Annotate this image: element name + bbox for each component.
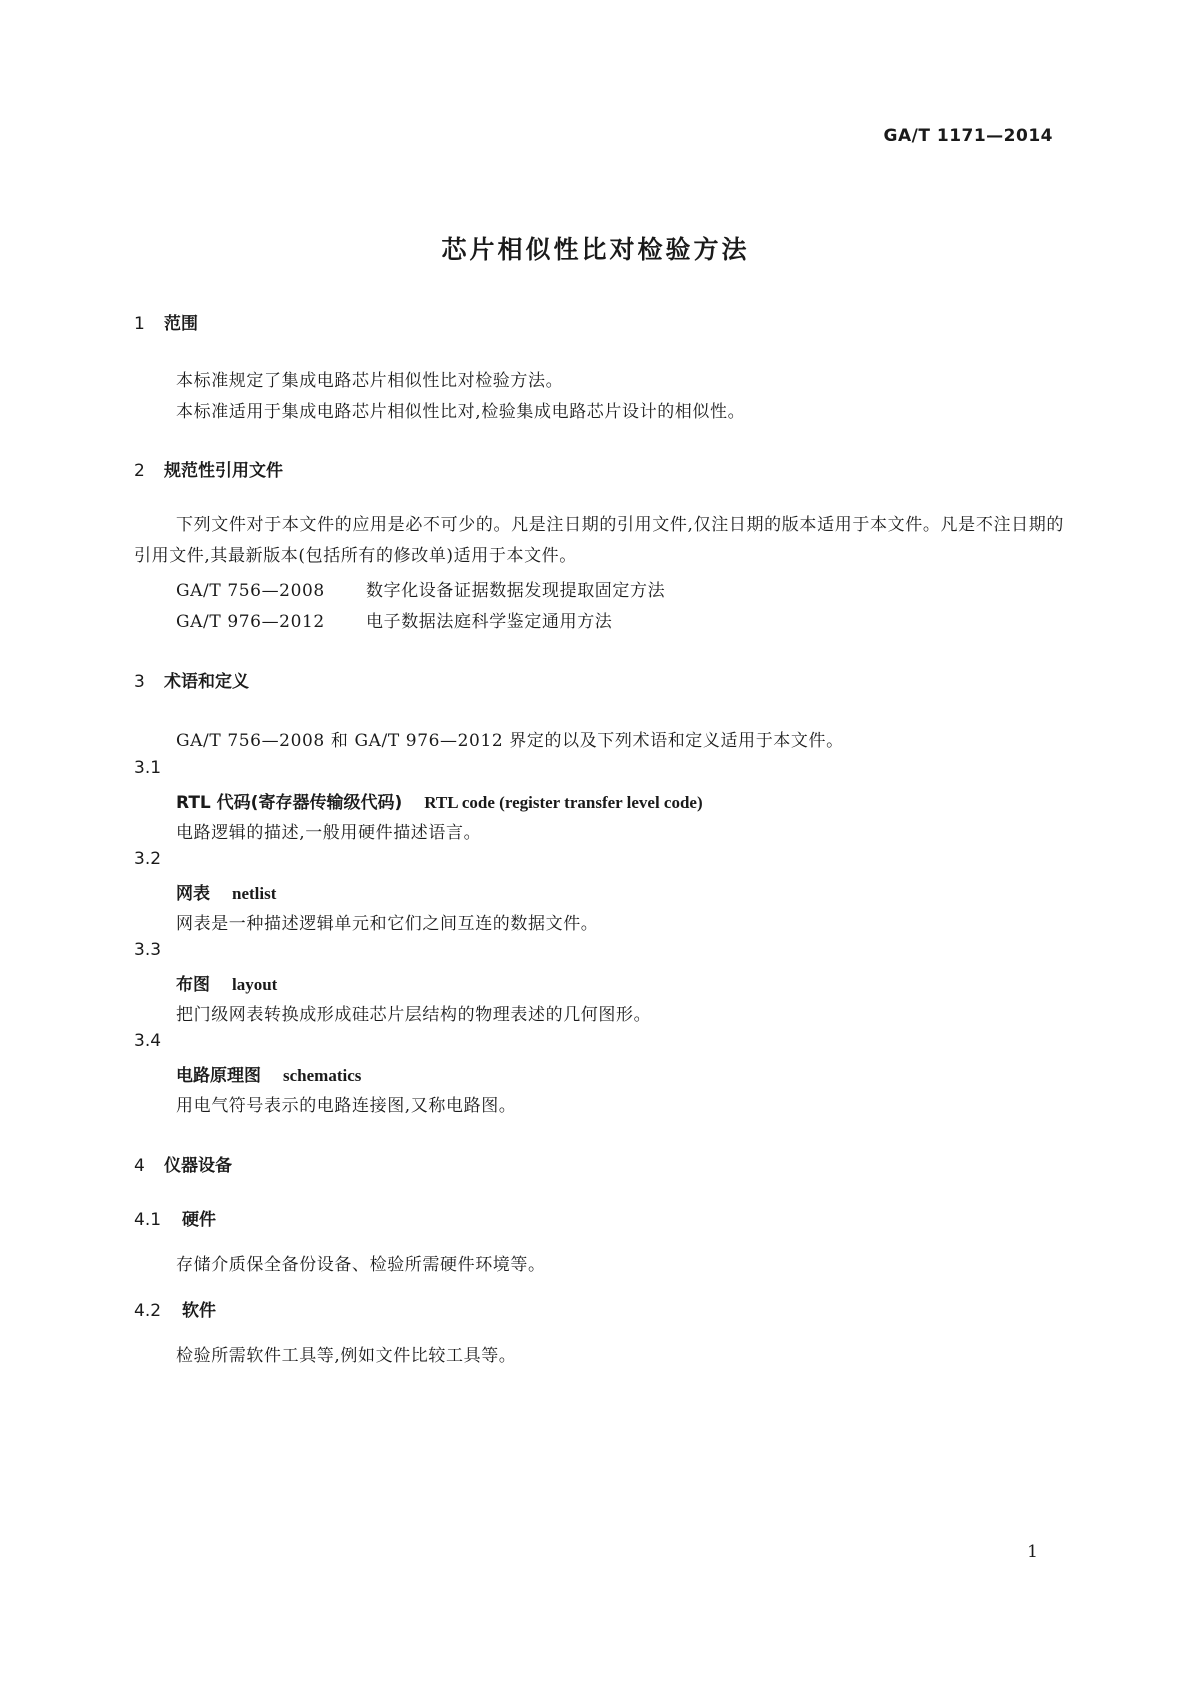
section-title: 范围: [164, 314, 198, 334]
term-definition: 把门级网表转换成形成硅芯片层结构的物理表述的几何图形。: [176, 1005, 652, 1025]
term-definition: 用电气符号表示的电路连接图,又称电路图。: [176, 1096, 517, 1116]
subsection-heading-hardware: [134, 1205, 216, 1230]
reference-title: 数字化设备证据数据发现提取固定方法: [366, 581, 666, 601]
paragraph: GA/T 756—2008 和 GA/T 976—2012 界定的以及下列术语和定义适用于本文件。: [176, 731, 844, 751]
term-number: 3.1: [134, 758, 162, 778]
term-number: 3.4: [134, 1031, 162, 1051]
section-heading-scope: [134, 309, 198, 334]
term-zh: 网表: [176, 884, 210, 904]
term-title: [176, 1061, 361, 1086]
term-title: [176, 970, 277, 995]
term-title: [176, 788, 703, 813]
paragraph: 检验所需软件工具等,例如文件比较工具等。: [176, 1346, 517, 1366]
page-number: 1: [1027, 1542, 1038, 1562]
section-heading-terms-and-definitions: [134, 667, 249, 692]
standard-code: GA/T 1171—2014: [883, 126, 1053, 146]
section-number: 4: [134, 1156, 145, 1176]
paragraph: 本标准规定了集成电路芯片相似性比对检验方法。: [176, 371, 564, 391]
term-en: RTL code (register transfer level code): [424, 793, 703, 812]
reference-item: [176, 607, 612, 632]
term-en: netlist: [232, 884, 277, 903]
paragraph: 下列文件对于本文件的应用是必不可少的。凡是注日期的引用文件,仅注日期的版本适用于本文件。凡是不注日期的引用文件,其最新版本(包括所有的修改单)适用于本文件。: [134, 515, 1064, 566]
reference-item: [176, 576, 665, 601]
subsection-heading-software: [134, 1296, 216, 1321]
section-number: 1: [134, 314, 145, 334]
section-title: 仪器设备: [164, 1156, 232, 1176]
subsection-title: 软件: [182, 1301, 216, 1321]
term-title: [176, 879, 276, 904]
term-en: layout: [232, 975, 278, 994]
term-en: schematics: [283, 1066, 362, 1085]
reference-title: 电子数据法庭科学鉴定通用方法: [366, 612, 613, 632]
term-zh: 布图: [176, 975, 210, 995]
term-zh: 电路原理图: [176, 1066, 261, 1086]
paragraph: 存储介质保全备份设备、检验所需硬件环境等。: [176, 1255, 546, 1275]
term-zh: RTL 代码(寄存器传输级代码): [176, 793, 403, 813]
reference-code: GA/T 756—2008: [176, 581, 325, 601]
subsection-title: 硬件: [182, 1210, 216, 1230]
subsection-number: 4.2: [134, 1301, 162, 1321]
section-heading-normative-references: [134, 456, 283, 481]
term-definition: 电路逻辑的描述,一般用硬件描述语言。: [176, 823, 482, 843]
term-number: 3.2: [134, 849, 162, 869]
section-heading-instruments: [134, 1151, 232, 1176]
section-title: 规范性引用文件: [164, 461, 283, 481]
reference-code: GA/T 976—2012: [176, 612, 325, 632]
term-definition: 网表是一种描述逻辑单元和它们之间互连的数据文件。: [176, 914, 599, 934]
paragraph: 本标准适用于集成电路芯片相似性比对,检验集成电路芯片设计的相似性。: [176, 402, 746, 422]
section-number: 2: [134, 461, 145, 481]
term-number: 3.3: [134, 940, 162, 960]
section-number: 3: [134, 672, 145, 692]
section-title: 术语和定义: [164, 672, 249, 692]
document-title: 芯片相似性比对检验方法: [441, 235, 750, 264]
subsection-number: 4.1: [134, 1210, 162, 1230]
